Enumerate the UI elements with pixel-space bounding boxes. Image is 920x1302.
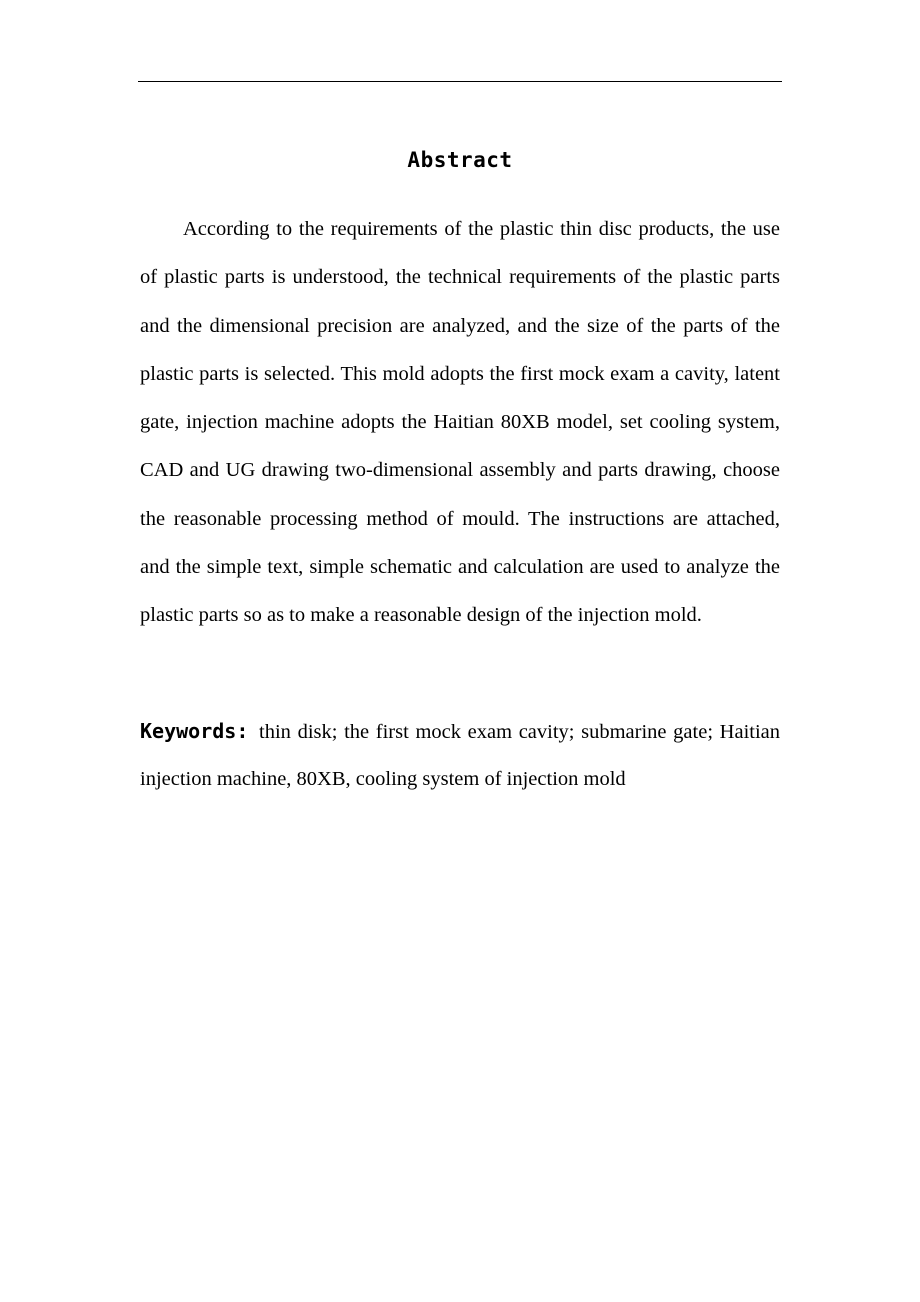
keywords-label: Keywords: xyxy=(140,719,249,743)
header-rule xyxy=(138,81,782,82)
keywords-text: thin disk; the first mock exam cavity; submarine gate; Haitian injection machine, 80XB, cooling system of injection mold xyxy=(140,721,781,790)
keywords-paragraph xyxy=(140,708,780,803)
abstract-paragraph: According to the requirements of the plastic thin disc products, the use of plastic parts is understood, the technical requirements of the plastic parts and the dimensional precision are analyzed, and the size of the parts of the plastic parts is selected. This mold adopts the first mock exam a cavity, latent gate, injection machine adopts the Haitian 80XB model, set cooling system, CAD and UG drawing two-dimensional assembly and parts drawing, choose the reasonable processing method of mould. The instructions are attached, and the simple text, simple schematic and calculation are used to analyze the plastic parts so as to make a reasonable design of the injection mold. xyxy=(140,218,780,627)
page-title: Abstract xyxy=(407,148,513,172)
